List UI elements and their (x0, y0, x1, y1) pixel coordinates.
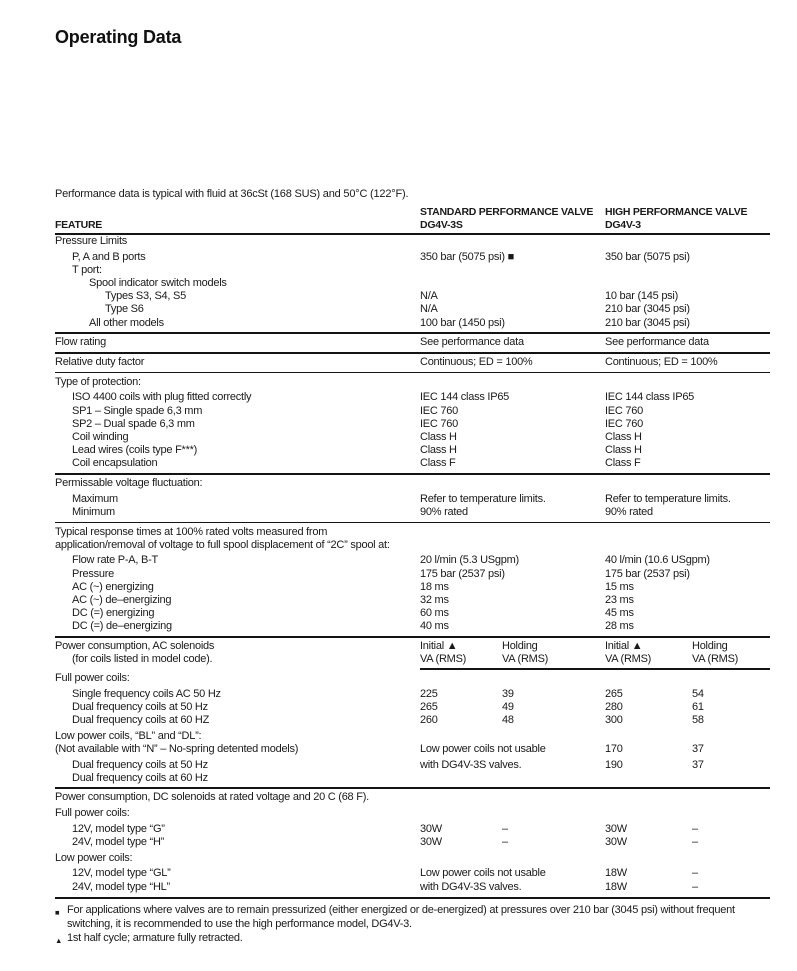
row-value: IEC 144 class IP65 (420, 391, 510, 404)
row-value: Low power coils not usable (420, 742, 546, 755)
row-value: 18W (605, 880, 627, 893)
row-label: Dual frequency coils at 60 Hz (72, 771, 208, 784)
row-label: All other models (89, 316, 164, 329)
row-value: 15 ms (605, 580, 634, 593)
row-value: 39 (502, 687, 514, 700)
footnote-half-cycle (55, 932, 770, 946)
table-row (55, 235, 770, 248)
table-row (55, 493, 770, 506)
table-rule (55, 787, 770, 789)
table-row (55, 444, 770, 457)
row-value: IEC 144 class IP65 (605, 391, 695, 404)
table-rule (55, 897, 770, 900)
table-rule (55, 372, 770, 374)
row-value: – (692, 867, 698, 880)
table-row (55, 730, 770, 743)
table-row (55, 701, 770, 714)
row-label: 24V, model type “H” (72, 836, 165, 848)
row-value: Holding (692, 640, 728, 653)
row-value: 20 l/min (5.3 USgpm) (420, 554, 519, 567)
table-row (55, 772, 770, 785)
row-value: – (692, 836, 698, 848)
row-value: 300 (605, 714, 623, 726)
row-label: Flow rate P-A, B-T (72, 554, 158, 567)
table-row (55, 653, 770, 666)
table-row (55, 743, 770, 756)
row-label: (for coils listed in model code). (72, 653, 213, 666)
table-row (55, 431, 770, 444)
table-row (55, 264, 770, 277)
row-label: AC (~) energizing (72, 580, 154, 593)
table-row (55, 457, 770, 470)
table-row (55, 640, 770, 653)
operating-data-table (55, 205, 770, 946)
table-row (55, 506, 770, 519)
table-row (55, 277, 770, 290)
row-value: 30W (605, 822, 627, 835)
row-label: Dual frequency coils at 60 HZ (72, 714, 210, 726)
row-value: 225 (420, 687, 438, 700)
row-label: Permissable voltage fluctuation: (55, 477, 203, 489)
table-row (55, 594, 770, 607)
footnote-pressure (55, 904, 770, 932)
row-label: Minimum (72, 505, 115, 518)
row-label: Maximum (72, 492, 118, 505)
row-value: Class H (420, 430, 457, 443)
row-value: 170 (605, 742, 623, 755)
row-value: 23 ms (605, 594, 634, 606)
row-value: – (692, 822, 698, 835)
high-valve-title: HIGH PERFORMANCE VALVE (605, 206, 748, 218)
row-label: Type S6 (105, 303, 144, 316)
row-value: with DG4V-3S valves. (420, 758, 522, 771)
footnote-pressure-text: For applications where valves are to remain pressurized (either energized or de-energized) at pressures over 210 bar (3045 psi) without frequent switching, it is recommended to use the high performance model, DG4V-3. (67, 904, 735, 931)
row-value: 100 bar (1450 psi) (420, 316, 505, 329)
table-row (55, 539, 770, 552)
row-value: 40 ms (420, 620, 449, 633)
standard-valve-model: DG4V-3S (420, 218, 463, 231)
row-value: 10 bar (145 psi) (605, 290, 679, 303)
row-value: 265 (605, 687, 623, 700)
table-row (55, 391, 770, 404)
row-value: 210 bar (3045 psi) (605, 316, 690, 329)
row-value: Class H (605, 430, 642, 443)
page-title: Operating Data (55, 27, 182, 48)
standard-valve-title: STANDARD PERFORMANCE VALVE (420, 206, 594, 218)
row-label: Lead wires (coils type F***) (72, 444, 198, 457)
row-label: Flow rating (55, 336, 107, 349)
row-value: 18 ms (420, 580, 449, 593)
intro-text: Performance data is typical with fluid at 36cSt (168 SUS) and 50°C (122°F). (55, 188, 409, 200)
row-value: – (502, 822, 508, 835)
row-value: 90% rated (420, 505, 468, 518)
row-label: 12V, model type “G” (72, 822, 165, 835)
high-valve-model: DG4V-3 (605, 218, 641, 231)
table-row (55, 290, 770, 303)
square-footnote-marker-icon: ■ (55, 908, 60, 918)
row-value: with DG4V-3S valves. (420, 880, 522, 893)
row-label: Coil encapsulation (72, 457, 158, 470)
standard-valve-column-header (420, 206, 593, 231)
row-label: Power consumption, DC solenoids at rated voltage and 20 C (68 F). (55, 791, 369, 804)
row-value: Refer to temperature limits. (420, 492, 546, 505)
table-row (55, 581, 770, 594)
row-value: Continuous; ED = 100% (420, 356, 533, 368)
row-value: 30W (605, 836, 627, 848)
row-value: N/A (420, 303, 438, 316)
row-label: Relative duty factor (55, 356, 145, 368)
row-label: DC (=) de–energizing (72, 620, 172, 633)
footnotes (55, 904, 770, 945)
row-value: 58 (692, 714, 704, 726)
row-label: Full power coils: (55, 807, 130, 820)
table-row (55, 317, 770, 330)
row-value: – (502, 836, 508, 848)
row-value: 265 (420, 700, 438, 713)
row-value: 61 (692, 700, 704, 713)
table-row (55, 554, 770, 567)
row-label: Dual frequency coils at 50 Hz (72, 758, 208, 771)
row-value: 40 l/min (10.6 USgpm) (605, 554, 710, 567)
row-value: 175 bar (2537 psi) (605, 567, 690, 580)
row-value: N/A (420, 290, 438, 303)
table-row (55, 251, 770, 264)
row-label: Typical response times at 100% rated volts measured from (55, 525, 328, 538)
row-value: 32 ms (420, 594, 449, 606)
table-row (55, 405, 770, 418)
table-row (55, 336, 770, 349)
table-row (55, 688, 770, 701)
row-value: Class F (605, 457, 641, 470)
table-row (55, 477, 770, 490)
row-value: VA (RMS) (502, 653, 549, 666)
row-value: See performance data (420, 336, 524, 349)
row-label: Spool indicator switch models (89, 277, 227, 290)
row-label: AC (~) de–energizing (72, 594, 172, 606)
row-label: Low power coils: (55, 851, 133, 864)
row-value: 18W (605, 867, 627, 880)
row-value: Initial ▲ (420, 640, 458, 653)
table-rule (55, 332, 770, 334)
table-rule (55, 636, 770, 638)
row-value: Class H (420, 444, 457, 457)
row-value: 37 (692, 742, 704, 755)
table-rule (55, 522, 770, 524)
row-value: 350 bar (5075 psi) ■ (420, 250, 514, 263)
row-value: 48 (502, 714, 514, 726)
row-value: – (692, 880, 698, 893)
row-label: (Not available with “N” – No-spring detented models) (55, 742, 299, 755)
table-rule (420, 668, 770, 670)
feature-column-header: FEATURE (55, 219, 103, 231)
row-value: 280 (605, 700, 623, 713)
row-value: IEC 760 (420, 417, 458, 430)
row-value: VA (RMS) (605, 653, 652, 666)
row-label: Coil winding (72, 430, 129, 443)
row-value: 350 bar (5075 psi) (605, 250, 690, 263)
row-label: Power consumption, AC solenoids (55, 640, 215, 653)
row-label: Single frequency coils AC 50 Hz (72, 687, 221, 700)
row-value: 60 ms (420, 607, 449, 620)
table-header (55, 205, 770, 235)
row-value: 30W (420, 836, 442, 848)
row-value: 54 (692, 687, 704, 700)
table-row (55, 881, 770, 894)
table-row (55, 759, 770, 772)
row-label: Pressure Limits (55, 235, 128, 247)
row-value: VA (RMS) (420, 653, 467, 666)
table-row (55, 376, 770, 389)
row-value: IEC 760 (605, 404, 643, 417)
row-value: 260 (420, 714, 438, 726)
table-row (55, 791, 770, 804)
table-row (55, 823, 770, 836)
row-label: Dual frequency coils at 50 Hz (72, 700, 208, 713)
row-label: Full power coils: (55, 671, 130, 684)
row-value: Holding (502, 640, 538, 653)
row-value: 37 (692, 758, 704, 771)
table-row (55, 356, 770, 369)
table-row (55, 714, 770, 727)
row-label: T port: (72, 263, 102, 276)
row-value: 49 (502, 700, 514, 713)
row-value: Refer to temperature limits. (605, 492, 731, 505)
table-rule (55, 473, 770, 475)
table-row (55, 852, 770, 865)
table-row (55, 836, 770, 849)
row-value: IEC 760 (605, 417, 643, 430)
row-label: Pressure (72, 567, 115, 580)
row-value: Initial ▲ (605, 640, 643, 653)
row-value: 210 bar (3045 psi) (605, 303, 690, 316)
footnote-half-cycle-text: 1st half cycle; armature fully retracted. (67, 931, 243, 944)
row-label: ISO 4400 coils with plug fitted correctly (72, 391, 252, 404)
row-value: Class F (420, 457, 456, 470)
high-valve-column-header (605, 206, 747, 231)
table-row (55, 807, 770, 820)
row-value: Continuous; ED = 100% (605, 356, 718, 368)
row-value: 90% rated (605, 505, 653, 518)
row-label: 24V, model type “HL” (72, 880, 170, 893)
table-row (55, 526, 770, 539)
row-value: 30W (420, 822, 442, 835)
table-row (55, 303, 770, 316)
triangle-footnote-marker-icon: ▲ (55, 935, 63, 945)
row-value: Class H (605, 444, 642, 457)
row-label: Low power coils, “BL” and “DL”: (55, 729, 202, 742)
table-row (55, 418, 770, 431)
row-value: See performance data (605, 336, 709, 349)
table-row (55, 620, 770, 633)
table-row (55, 867, 770, 880)
row-value: 175 bar (2537 psi) (420, 567, 505, 580)
table-row (55, 568, 770, 581)
row-label: Type of protection: (55, 375, 141, 388)
row-value: IEC 760 (420, 404, 458, 417)
row-value: Low power coils not usable (420, 867, 546, 880)
table-rule (55, 352, 770, 354)
table-row (55, 672, 770, 685)
table-row (55, 607, 770, 620)
row-label: 12V, model type “GL” (72, 867, 171, 880)
row-value: VA (RMS) (692, 653, 739, 666)
row-value: 28 ms (605, 620, 634, 633)
row-value: 45 ms (605, 607, 634, 620)
row-value: 190 (605, 758, 623, 771)
row-label: SP1 – Single spade 6,3 mm (72, 404, 203, 417)
row-label: P, A and B ports (72, 250, 146, 263)
row-label: Types S3, S4, S5 (105, 290, 186, 303)
row-label: application/removal of voltage to full spool displacement of “2C” spool at: (55, 538, 390, 551)
row-label: DC (=) energizing (72, 607, 155, 620)
table-body (55, 235, 770, 899)
row-label: SP2 – Dual spade 6,3 mm (72, 417, 195, 430)
